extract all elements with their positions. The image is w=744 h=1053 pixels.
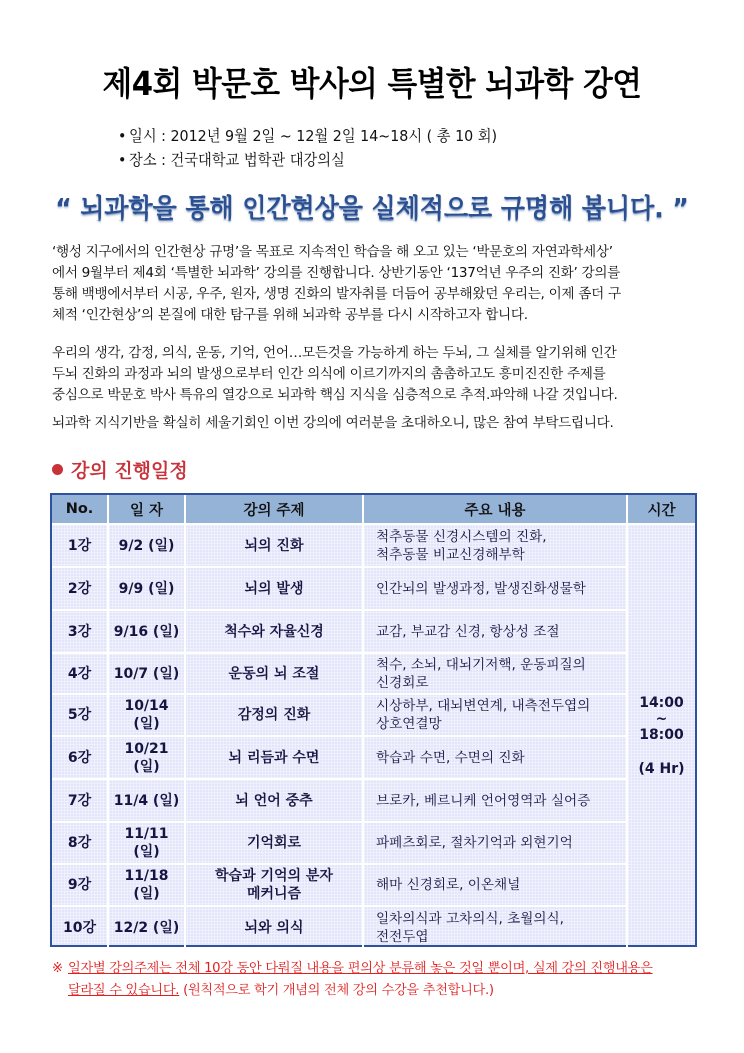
column-header-topic: 강의 주제	[185, 495, 363, 524]
lecture-date: 10/7 (일)	[108, 653, 185, 694]
column-header-time: 시간	[627, 495, 695, 524]
table-row	[52, 694, 695, 736]
column-header-date: 일 자	[108, 495, 185, 524]
lecture-content	[363, 779, 627, 822]
content-line: 학습과 수면, 수면의 진화	[376, 749, 525, 766]
paragraph-line: 통해 백뱅에서부터 시공, 우주, 원자, 생명 진화의 발자취를 더듬어 공부해왔던 우리는, 이제 좀더 구	[52, 286, 621, 302]
content-line: 척수, 소뇌, 대뇌기저핵, 운동피질의	[376, 656, 586, 673]
lecture-content	[363, 567, 627, 610]
lecture-topic: 뇌의 진화	[185, 524, 363, 567]
paragraph-line: 두뇌 진화의 과정과 뇌의 발생으로부터 인간 의식에 이르기까지의 촘촘하고도 흥미진진한 주제를	[52, 366, 606, 382]
lecture-topic: 뇌의 발생	[185, 567, 363, 610]
content-line: 척추동물 신경시스템의 진화,	[376, 528, 547, 545]
event-schedule-text: 일시 : 2012년 9월 2일 ~ 12월 2일 14~18시 ( 총 10 회)	[129, 127, 498, 145]
section-title	[52, 456, 188, 483]
lecture-topic: 감정의 진화	[185, 694, 363, 736]
content-line: 시상하부, 대뇌변연계, 내측전두엽의	[376, 698, 591, 714]
content-line: 파페츠회로, 절차기억과 외현기억	[376, 835, 573, 851]
paragraph-line: 체적 ‘인간현상’의 본질에 대한 탐구를 위해 뇌과학 공부를 다시 시작하고자 합니다.	[52, 307, 528, 323]
content-line: 인간뇌의 발생과정, 발생진화생물학	[376, 580, 586, 597]
lecture-content	[363, 864, 627, 906]
paragraph-line: 우리의 생각, 감정, 의식, 운동, 기억, 언어…모든것을 가능하게 하는 두뇌, 그 실체를 알기위해 인간	[52, 345, 617, 361]
content-line: 신경회로	[376, 674, 429, 691]
time-end: 18:00	[639, 727, 684, 743]
lecture-no: 3강	[52, 610, 108, 653]
content-line: 척추동물 비교신경해부학	[376, 546, 525, 563]
lecture-content	[363, 822, 627, 864]
event-location	[118, 148, 497, 172]
table-header-row	[52, 495, 695, 524]
lecture-content	[363, 736, 627, 779]
table-row	[52, 653, 695, 694]
content-line: 일차의식과 고차의식, 초월의식,	[376, 910, 564, 927]
lecture-date: 11/4 (일)	[108, 779, 185, 822]
paragraph-line: 에서 9월부터 제4회 ‘특별한 뇌과학’ 강의를 진행합니다. 상반기동안 ‘137억년 우주의 진화’ 강의를	[52, 265, 621, 281]
column-header-content: 주요 내용	[363, 495, 627, 524]
lecture-date: 9/16 (일)	[108, 610, 185, 653]
reference-mark-icon: ※	[52, 961, 63, 976]
table-row	[52, 906, 695, 948]
lecture-date: 12/2 (일)	[108, 906, 185, 948]
table-row	[52, 736, 695, 779]
lecture-topic: 척수와 자율신경	[185, 610, 363, 653]
lecture-topic: 뇌와 의식	[185, 906, 363, 948]
lecture-no: 1강	[52, 524, 108, 567]
lecture-date: 9/9 (일)	[108, 567, 185, 610]
intro-paragraph-2	[52, 343, 702, 406]
event-info	[118, 124, 530, 172]
event-schedule	[118, 124, 497, 148]
slogan: “ 뇌과학을 통해 인간현상을 실체적으로 규명해 봅니다. ”	[55, 194, 689, 224]
column-header-no: No.	[52, 495, 108, 524]
lecture-date: 11/18 (일)	[108, 864, 185, 906]
lecture-no: 10강	[52, 906, 108, 948]
schedule-table	[50, 493, 697, 947]
topic-line: 학습과 기억의 분자	[215, 868, 333, 884]
lecture-no: 6강	[52, 736, 108, 779]
paragraph-line: ‘행성 지구에서의 인간현상 규명’을 목표로 지속적인 학습을 해 오고 있는 ‘박문호의 자연과학세상’	[52, 244, 613, 260]
content-line: 전전두엽	[376, 928, 429, 945]
time-start: 14:00	[639, 695, 684, 711]
event-location-text: 장소 : 건국대학교 법학관 대강의실	[129, 151, 345, 169]
lecture-topic: 뇌 언어 중추	[185, 779, 363, 822]
bullet-dot-icon	[52, 464, 63, 475]
lecture-date: 11/11 (일)	[108, 822, 185, 864]
content-line: 해마 신경회로, 이온채널	[376, 877, 521, 893]
footnote-underlined-1: 일자별 강의주제는 전체 10강 동안 다뤄질 내용을 편의상 분류해 놓은 것일 뿐이며, 실제 강의 진행내용은	[68, 961, 653, 976]
time-tilde: ~	[655, 711, 668, 727]
lecture-date: 10/14 (일)	[108, 694, 185, 736]
lecture-topic: 운동의 뇌 조절	[185, 653, 363, 694]
bullet-icon: •	[118, 151, 127, 169]
lecture-no: 7강	[52, 779, 108, 822]
lecture-no: 5강	[52, 694, 108, 736]
paragraph-line: 중심으로 박문호 박사 특유의 열강으로 뇌과학 핵심 지식을 심층적으로 추적.파악해 나갈 것입니다.	[52, 387, 618, 403]
lecture-content	[363, 524, 627, 567]
lecture-date: 9/2 (일)	[108, 524, 185, 567]
footnote	[52, 958, 712, 1002]
lecture-time	[627, 524, 695, 948]
topic-line: 메커니즘	[246, 886, 302, 902]
section-title-text: 강의 진행일정	[71, 460, 188, 482]
lecture-no: 4강	[52, 653, 108, 694]
lecture-no: 9강	[52, 864, 108, 906]
table-row	[52, 524, 695, 567]
lecture-date: 10/21 (일)	[108, 736, 185, 779]
paragraph-line: 뇌과학 지식기반을 확실히 세울기회인 이번 강의에 여러분을 초대하오니, 많은 참여 부탁드립니다.	[52, 415, 614, 431]
lecture-content	[363, 610, 627, 653]
content-line: 상호연결망	[376, 716, 442, 732]
lecture-topic	[185, 864, 363, 906]
lecture-content	[363, 694, 627, 736]
intro-paragraph-3	[52, 413, 702, 434]
lecture-topic: 기억회로	[185, 822, 363, 864]
table-row	[52, 567, 695, 610]
lecture-topic: 뇌 리듬과 수면	[185, 736, 363, 779]
lecture-content	[363, 906, 627, 948]
content-line: 교감, 부교감 신경, 항상성 조절	[376, 623, 560, 640]
footnote-underlined-2: 달라질 수 있습니다.	[68, 983, 180, 998]
footnote-plain: (원칙적으로 학기 개념의 전체 강의 수강을 추천합니다.)	[179, 983, 494, 998]
bullet-icon: •	[118, 127, 127, 145]
slogan-reflection	[15, 220, 729, 224]
table-row	[52, 864, 695, 906]
page-title: 제4회 박문호 박사의 특별한 뇌과학 강연	[102, 64, 642, 103]
intro-paragraph-1	[52, 242, 702, 326]
content-line: 브로카, 베르니케 언어영역과 실어증	[376, 792, 591, 809]
table-row	[52, 610, 695, 653]
lecture-content	[363, 653, 627, 694]
lecture-no: 8강	[52, 822, 108, 864]
lecture-no: 2강	[52, 567, 108, 610]
table-row	[52, 779, 695, 822]
table-row	[52, 822, 695, 864]
time-duration: (4 Hr)	[638, 761, 685, 777]
